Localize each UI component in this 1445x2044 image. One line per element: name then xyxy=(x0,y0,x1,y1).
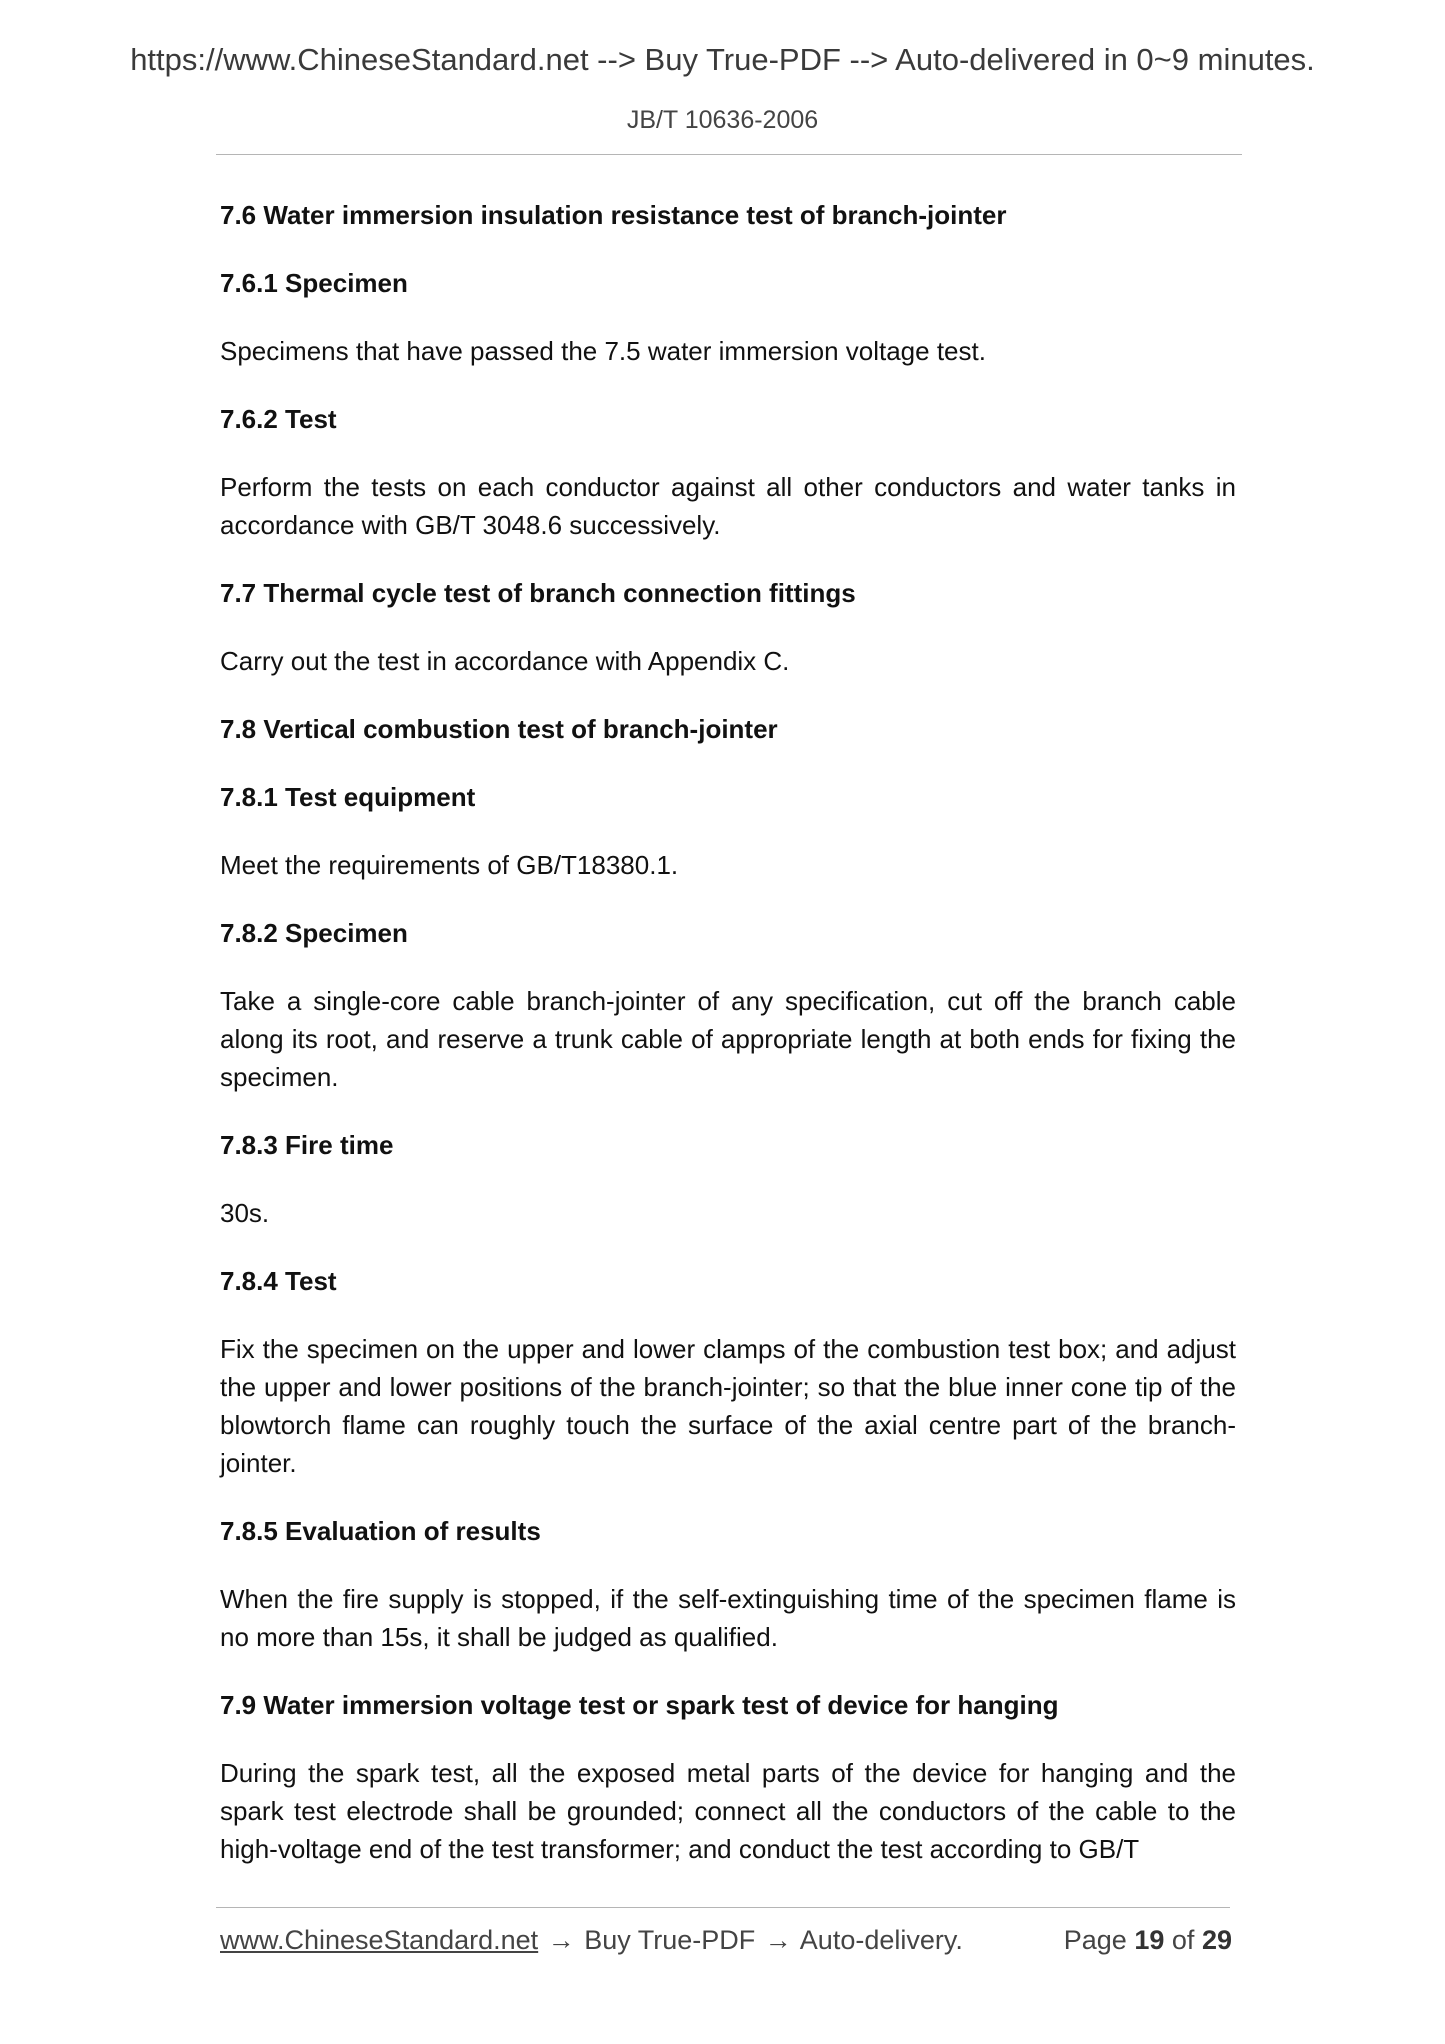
section-heading: 7.8 Vertical combustion test of branch-jointer xyxy=(220,714,778,744)
page-label: Page xyxy=(1063,1925,1127,1955)
body-paragraph: During the spark test, all the exposed metal parts of the device for hanging and the spark test electrode shall be grounded; connect all the conductors of the cable to the high-voltage end of the test transformer; and conduct the test according to GB/T xyxy=(220,1758,1236,1864)
body-paragraph: Carry out the test in accordance with Appendix C. xyxy=(220,646,790,676)
section-heading: 7.8.1 Test equipment xyxy=(220,782,476,812)
header-divider xyxy=(216,154,1242,155)
footer-divider xyxy=(216,1907,1230,1908)
section-heading: 7.8.3 Fire time xyxy=(220,1130,394,1160)
buy-text: Buy True-PDF xyxy=(584,1925,756,1955)
body-paragraph: Specimens that have passed the 7.5 water immersion voltage test. xyxy=(220,336,986,366)
of-label: of xyxy=(1171,1925,1195,1955)
document-body xyxy=(220,196,1236,1868)
page-total: 29 xyxy=(1201,1925,1232,1955)
section-heading: 7.6 Water immersion insulation resistance test of branch-jointer xyxy=(220,200,1007,230)
body-paragraph: Fix the specimen on the upper and lower clamps of the combustion test box; and adjust the upper and lower positions of the branch-jointer; so that the blue inner cone tip of the blowtorch flame can roughly touch the surface of the axial centre part of the branch-jointer. xyxy=(220,1334,1236,1478)
body-paragraph: When the fire supply is stopped, if the self-extinguishing time of the specimen flame is no more than 15s, it shall be judged as qualified. xyxy=(220,1584,1236,1652)
page-indicator xyxy=(1064,1922,1232,1958)
section-heading: 7.8.5 Evaluation of results xyxy=(220,1516,541,1546)
site-link[interactable]: www.ChineseStandard.net xyxy=(220,1925,539,1955)
section-heading: 7.9 Water immersion voltage test or spark test of device for hanging xyxy=(220,1690,1059,1720)
section-heading: 7.6.2 Test xyxy=(220,404,337,434)
standard-code: JB/T 10636-2006 xyxy=(626,106,819,134)
source-banner: https://www.ChineseStandard.net --> Buy True-PDF --> Auto-delivered in 0~9 minutes. xyxy=(130,42,1315,77)
section-heading: 7.8.4 Test xyxy=(220,1266,337,1296)
body-paragraph: Take a single-core cable branch-jointer of any specification, cut off the branch cable along its root, and reserve a trunk cable of appropriate length at both ends for fixing the specimen. xyxy=(220,986,1236,1092)
section-heading: 7.7 Thermal cycle test of branch connection fittings xyxy=(220,578,856,608)
arrow-right-icon: → xyxy=(764,1925,792,1955)
section-heading: 7.8.2 Specimen xyxy=(220,918,408,948)
page-number: 19 xyxy=(1134,1925,1165,1955)
body-paragraph: 30s. xyxy=(220,1198,270,1228)
body-paragraph: Perform the tests on each conductor against all other conductors and water tanks in accordance with GB/T 3048.6 successively. xyxy=(220,472,1236,540)
delivery-text: Auto-delivery. xyxy=(799,1925,963,1955)
section-heading: 7.6.1 Specimen xyxy=(220,268,408,298)
arrow-right-icon: → xyxy=(547,1925,575,1955)
page-footer xyxy=(220,1922,1232,1958)
body-paragraph: Meet the requirements of GB/T18380.1. xyxy=(220,850,679,880)
